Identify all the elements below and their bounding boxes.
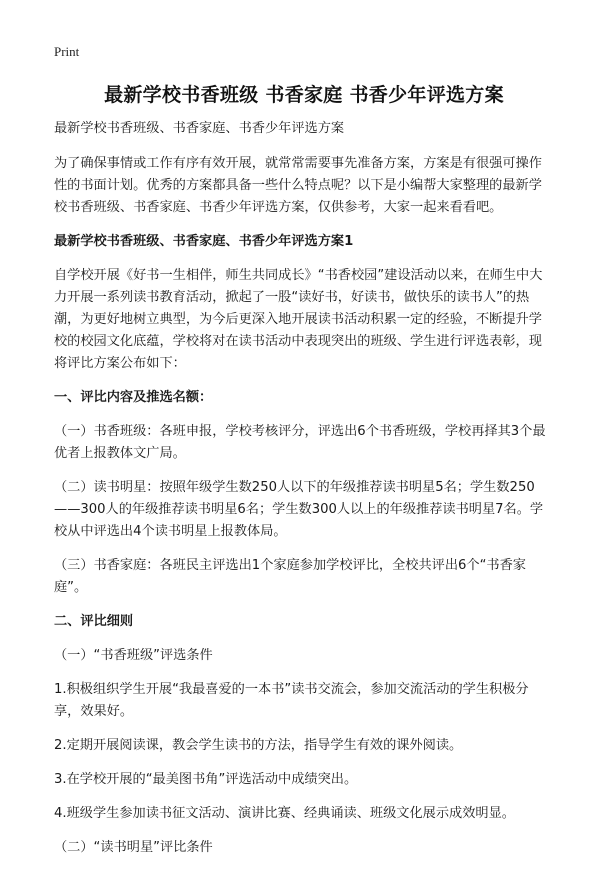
part-2-item: 2.定期开展阅读课，教会学生读书的方法，指导学生有效的课外阅读。 [54,738,463,753]
intro-paragraph: 为了确保事情或工作有序有效开展，就常常需要事先准备方案，方案是有很强可操作性的书面计划。优秀的方案都具备一些什么特点呢？以下是小编帮大家整理的最新学校书香班级、书香家庭、书香少年评选方案，仅供参考，大家一起来看看吧。 [54,156,542,215]
document-subtitle: 最新学校书香班级、书香家庭、书香少年评选方案 [54,121,345,136]
part-1-heading: 一、评比内容及推选名额： [54,390,213,405]
part-2-heading: 二、评比细则 [54,614,134,629]
section-1-heading: 最新学校书香班级、书香家庭、书香少年评选方案1 [54,234,354,249]
print-link[interactable]: Print [54,44,80,59]
part-1-item: （二）读书明星：按照年级学生数250人以下的年级推荐读书明星5名；学生数250——300人的年级推荐读书明星6名；学生数300人以上的年级推荐读书明星7名。学校从中评选出4个读书明星上报教体局。 [54,480,544,539]
part-2-item: 1.积极组织学生开展“我最喜爱的一本书”读书交流会，参加交流活动的学生积极分享，效果好。 [54,682,529,719]
part-2-item: 3.在学校开展的“最美图书角”评选活动中成绩突出。 [54,772,358,787]
document-body [54,118,552,871]
part-1-item: （三）书香家庭：各班民主评选出1个家庭参加学校评比，全校共评出6个“书香家庭”。 [54,558,526,595]
section-1-paragraph: 自学校开展《好书一生相伴，师生共同成长》“书香校园”建设活动以来，在师生中大力开展一系列读书教育活动，掀起了一股“读好书，好读书，做快乐的读书人”的热潮，为更好地树立典型，为今后更深入地开展读书活动积累一定的经验，不断提升学校的校园文化底蕴，学校将对在读书活动中表现突出的班级、学生进行评选表彰，现将评比方案公布如下： [54,268,543,371]
document-title: 最新学校书香班级 书香家庭 书香少年评选方案 [104,84,504,106]
part-1-item: （一）书香班级：各班申报，学校考核评分，评选出6个书香班级，学校再择其3个最优者上报教体文广局。 [54,424,546,461]
part-2-subheading: （二）“读书明星”评比条件 [54,840,213,855]
part-2-subheading: （一）“书香班级”评选条件 [54,648,213,663]
part-2-item: 4.班级学生参加读书征文活动、演讲比赛、经典诵读、班级文化展示成效明显。 [54,806,515,821]
